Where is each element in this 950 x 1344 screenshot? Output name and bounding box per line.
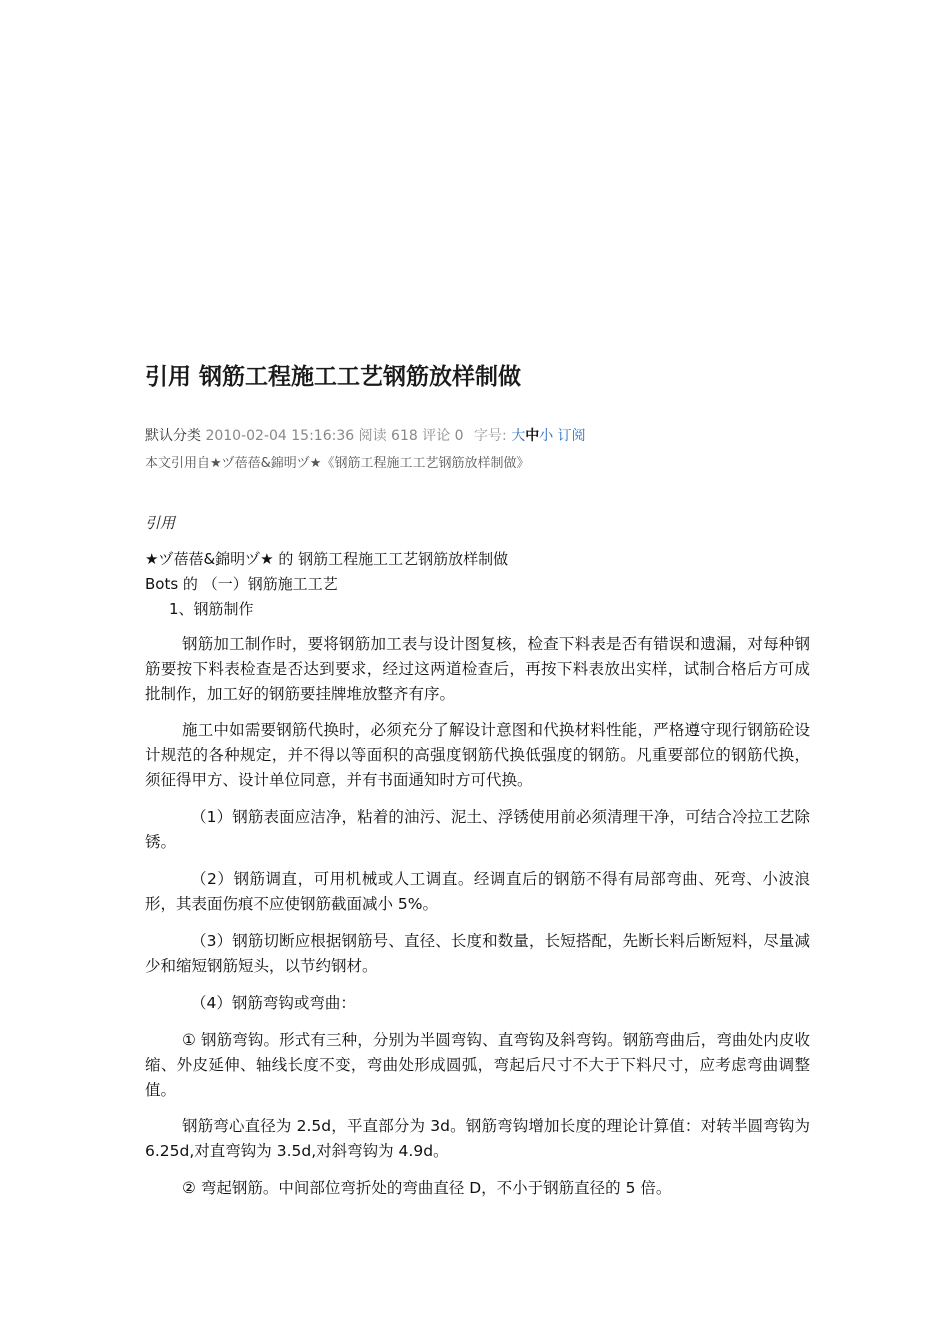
paragraph: （2）钢筋调直，可用机械或人工调直。经调直后的钢筋不得有局部弯曲、死弯、小波浪形，其表面伤痕不应使钢筋截面减小 5%。	[145, 870, 810, 913]
paragraph: （4）钢筋弯钩或弯曲：	[191, 994, 356, 1012]
font-size-large-button[interactable]: 大	[511, 428, 526, 444]
subscribe-link[interactable]: 订阅	[557, 428, 586, 444]
post-datetime: 2010-02-04 15:16:36	[205, 428, 355, 444]
article-title: 引用 钢筋工程施工工艺钢筋放样制做	[145, 364, 522, 390]
font-size-small-button[interactable]: 小	[539, 428, 554, 444]
font-size-medium-button[interactable]: 中	[525, 428, 540, 444]
quote-label: 引用	[145, 514, 176, 532]
section-heading: Bots 的 （一）钢筋施工工艺	[145, 575, 338, 593]
paragraph: 施工中如需要钢筋代换时，必须充分了解设计意图和代换材料性能，严格遵守现行钢筋砼设计规范的各种规定，并不得以等面积的高强度钢筋代换低强度的钢筋。凡重要部位的钢筋代换，须征得甲方、设计单位同意，并有书面通知时方可代换。	[145, 721, 810, 789]
paragraph: ① 钢筋弯钩。形式有三种，分别为半圆弯钩、直弯钩及斜弯钩。钢筋弯曲后，弯曲处内皮收缩、外皮延伸、轴线长度不变，弯曲处形成圆弧，弯起后尺寸不大于下料尺寸，应考虑弯曲调整值。	[145, 1031, 810, 1099]
quote-author-line: ★ヅ蓓蓓&錦明ヅ★ 的 钢筋工程施工工艺钢筋放样制做	[145, 550, 509, 568]
source-attribution[interactable]: 本文引用自★ヅ蓓蓓&錦明ヅ★《钢筋工程施工工艺钢筋放样制做》	[145, 456, 530, 471]
paragraph: （1）钢筋表面应洁净，粘着的油污、泥土、浮锈使用前必须清理干净，可结合冷拉工艺除锈。	[145, 808, 810, 851]
sub-heading: 1、钢筋制作	[169, 600, 254, 618]
read-count: 阅读 618	[358, 428, 418, 444]
article-meta	[145, 425, 586, 445]
paragraph: 钢筋弯心直径为 2.5d，平直部分为 3d。钢筋弯钩增加长度的理论计算值：对转半圆弯钩为 6.25d,对直弯钩为 3.5d,对斜弯钩为 4.9d。	[145, 1117, 810, 1160]
comment-count: 评论 0	[422, 428, 464, 444]
category-link[interactable]: 默认分类	[145, 428, 201, 444]
font-size-label: 字号:	[474, 428, 507, 444]
paragraph: ② 弯起钢筋。中间部位弯折处的弯曲直径 D，不小于钢筋直径的 5 倍。	[182, 1179, 672, 1197]
paragraph: 钢筋加工制作时，要将钢筋加工表与设计图复核，检查下料表是否有错误和遗漏，对每种钢筋要按下料表检查是否达到要求，经过这两道检查后，再按下料表放出实样，试制合格后方可成批制作，加工好的钢筋要挂牌堆放整齐有序。	[145, 635, 810, 703]
paragraph: （3）钢筋切断应根据钢筋号、直径、长度和数量，长短搭配，先断长料后断短料，尽量减少和缩短钢筋短头，以节约钢材。	[145, 932, 810, 975]
